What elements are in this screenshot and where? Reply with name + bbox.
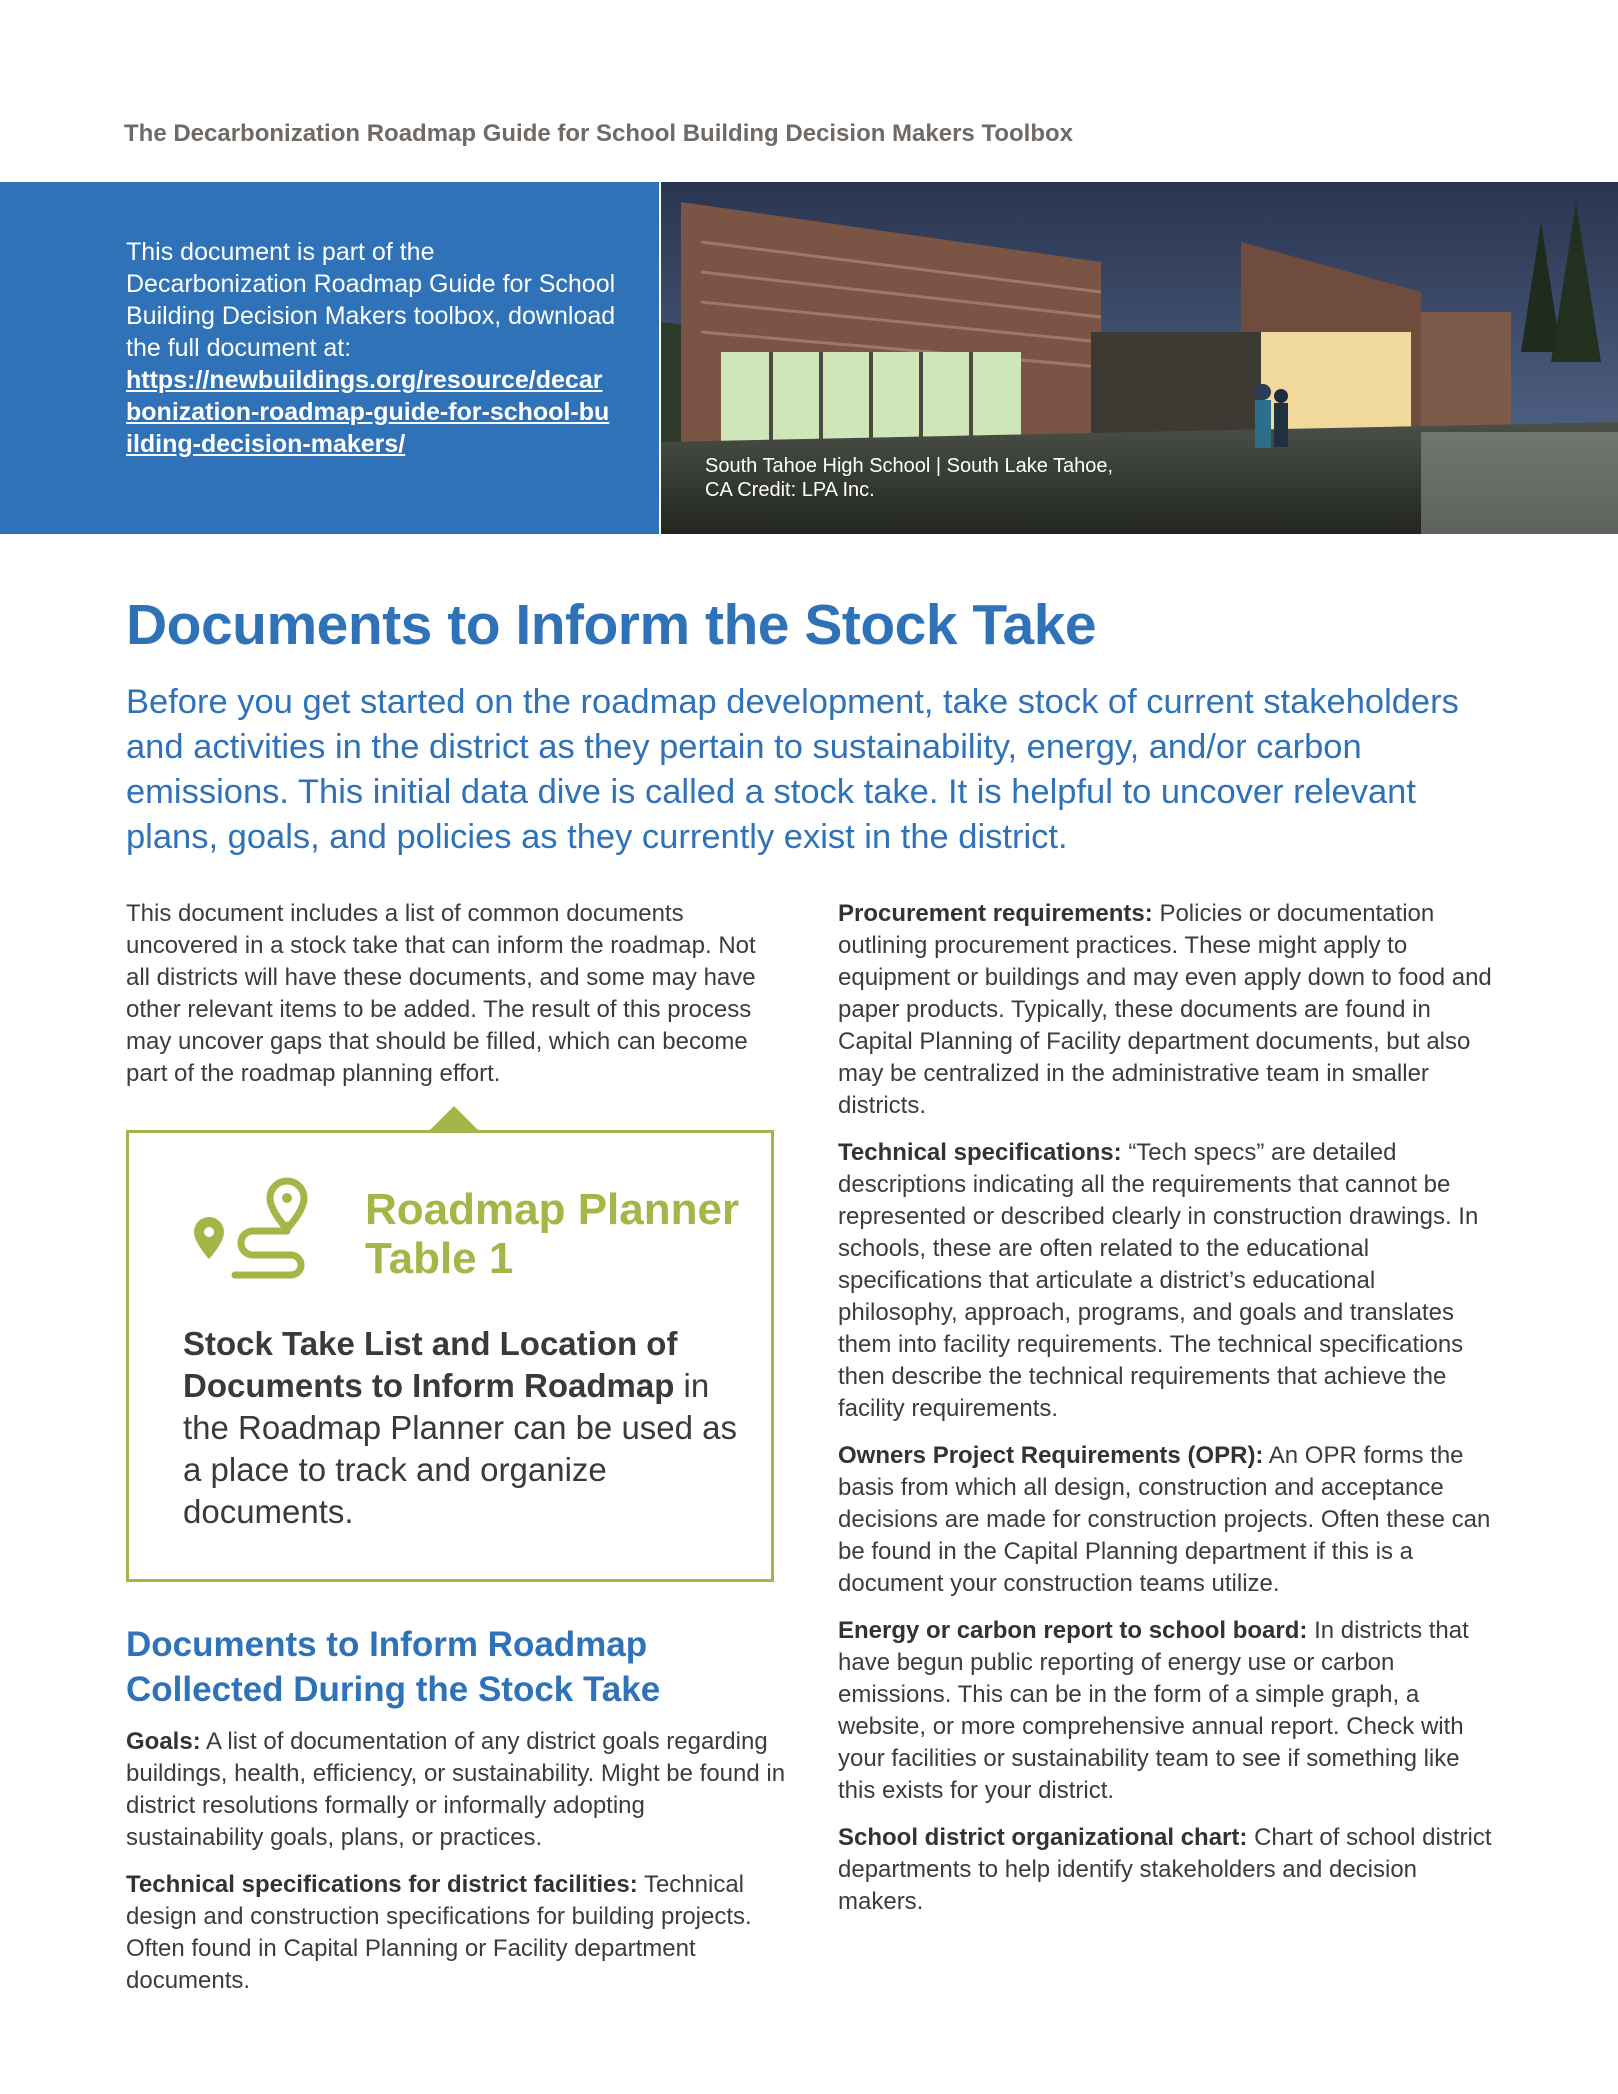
item-desc: Policies or documentation outlining procurement practices. These might apply to equipment or buildings and may even apply down to food and paper products. Typically, these documents are found in Capital Planning of Facility department documents, but also may be centralized in the administrative team in smaller districts. — [838, 900, 1492, 1119]
item-desc: An OPR forms the basis from which all design, construction and acceptance decisions are made for construction projects. Often these can be found in the Capital Planning department if this is a document your construction teams utilize. — [838, 1442, 1491, 1597]
item-term: Technical specifications: — [838, 1139, 1122, 1166]
banner-text-block — [126, 236, 616, 460]
planner-body — [183, 1323, 743, 1533]
collected-list — [126, 1726, 786, 2012]
list-item — [838, 1822, 1498, 1918]
item-term: Owners Project Requirements (OPR): — [838, 1442, 1264, 1469]
planner-body-rest: in the Roadmap Planner can be used as a place to track and organize documents. — [183, 1367, 738, 1530]
item-term: School district organizational chart: — [838, 1824, 1248, 1851]
item-desc: A list of documentation of any district goals regarding buildings, health, efficiency, or sustainability. Might be found in district resolutions formally or informally adopting sustainability goals, plans, or practices. — [126, 1728, 786, 1851]
list-item — [838, 1615, 1498, 1807]
item-desc: In districts that have begun public reporting of energy use or carbon emissions. This can be in the form of a simple graph, a website, or more comprehensive annual report. Check with your facilities or sustainability team to see if something like this exists for your district. — [838, 1617, 1469, 1804]
planner-title: Roadmap Planner Table 1 — [365, 1185, 740, 1283]
list-item — [126, 1726, 786, 1854]
callout-pointer — [430, 1106, 478, 1130]
list-item — [838, 898, 1498, 1122]
item-desc: “Tech specs” are detailed descriptions indicating all the requirements that cannot be represented or described clearly in construction drawings. In schools, these are often related to the educational specifications that articulate a district’s educational philosophy, approach, programs, and goals and translates them into facility requirements. The technical specifications then describe the technical requirements that achieve the facility requirements. — [838, 1139, 1479, 1422]
route-pin-icon — [187, 1173, 317, 1288]
banner-description: This document is part of the Decarbonization Roadmap Guide for School Building Decision Makers toolbox, download the full document at: — [126, 238, 616, 362]
item-term: Technical specifications for district facilities: — [126, 1871, 638, 1898]
resource-link[interactable]: https://newbuildings.org/resource/decarbonization-roadmap-guide-for-school-building-decision-makers/ — [126, 366, 610, 458]
planner-body-bold: Stock Take List and Location of Documents to Inform Roadmap — [183, 1325, 678, 1404]
item-term: Goals: — [126, 1728, 201, 1755]
item-desc: Technical design and construction specifications for building projects. Often found in Capital Planning or Facility department documents. — [126, 1871, 752, 1994]
roadmap-planner-callout — [126, 1130, 774, 1582]
item-term: Procurement requirements: — [838, 900, 1153, 927]
toolbox-title: The Decarbonization Roadmap Guide for School Building Decision Makers Toolbox — [124, 120, 1073, 147]
intro-paragraph: Before you get started on the roadmap development, take stock of current stakeholders and activities in the district as they pertain to sustainability, energy, and/or carbon emissions. This initial data dive is called a stock take. It is helpful to uncover relevant plans, goals, and policies as they currently exist in the district. — [126, 683, 1459, 856]
collected-heading: Documents to Inform Roadmap Collected During the Stock Take — [126, 1625, 661, 1709]
list-item — [838, 1440, 1498, 1600]
left-intro-paragraph: This document includes a list of common documents uncovered in a stock take that can inform the roadmap. Not all districts will have these documents, and some may have other relevant items to be added. The result of this process may uncover gaps that should be filled, which can become part of the roadmap planning effort. — [126, 900, 756, 1087]
list-item — [838, 1137, 1498, 1425]
item-desc: Chart of school district departments to help identify stakeholders and decision makers. — [838, 1824, 1492, 1915]
photo-caption: South Tahoe High School | South Lake Tahoe, CA Credit: LPA Inc. — [705, 455, 1114, 501]
item-term: Energy or carbon report to school board: — [838, 1617, 1308, 1644]
right-column — [838, 898, 1498, 1933]
page-title: Documents to Inform the Stock Take — [126, 593, 1097, 657]
left-column — [126, 898, 786, 1090]
list-item — [126, 1869, 786, 1997]
